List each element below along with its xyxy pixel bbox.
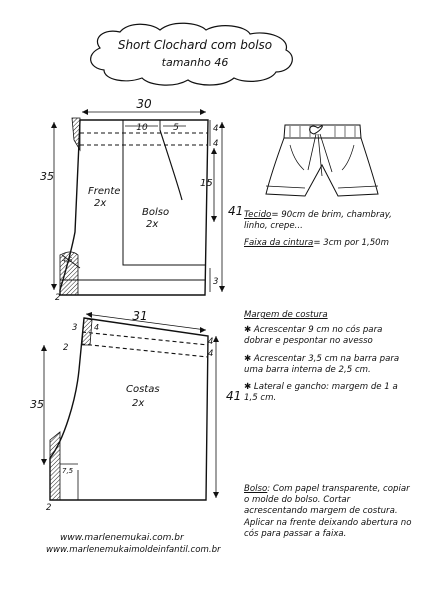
pocket-label: Bolso [142, 207, 170, 218]
front-qty: 2x [94, 198, 107, 209]
waist-label: Faixa da cintura [244, 238, 314, 249]
back-rise-3: 3 [72, 323, 78, 333]
front-band-b: 4 [213, 139, 219, 149]
fabric-notes [244, 210, 416, 256]
pocket-note-label: Bolso [244, 484, 268, 494]
fabric-text: = 90cm de brim, chambray, linho, crepe... [244, 210, 392, 232]
pocket-note-text: : Com papel transparente, copiar o molde do bolso. Cortar acrescentando margem de costura. Aplicar na frente deixando abertura no cós para passar a faixa. [244, 484, 412, 539]
back-waist-hatch [82, 318, 92, 345]
title-cloud [91, 23, 293, 85]
front-crotch-ext: 4,5 [62, 256, 73, 264]
pocket-notes [244, 484, 412, 546]
back-qty: 2x [132, 398, 145, 409]
title-line1: Short Clochard com bolso [117, 38, 273, 52]
back-rise-4: 4 [94, 323, 100, 332]
front-width-dim: 30 [136, 97, 152, 111]
fabric-label: Tecido [244, 210, 272, 220]
back-labels [30, 309, 241, 513]
back-outline [50, 318, 208, 500]
front-band-a: 4 [213, 124, 219, 134]
footer-site-2: www.marlenemukaimoldeinfantil.com.br [46, 545, 221, 555]
front-outline [60, 120, 208, 295]
back-band-a: 4 [208, 337, 214, 347]
title-line2: tamanho 46 [161, 56, 229, 69]
seam-note-2: ✱ Acrescentar 3,5 cm na barra para uma barra interna de 2,5 cm. [244, 353, 400, 375]
pocket-width-dim: 10 [136, 123, 148, 133]
back-left-small: 2 [63, 343, 69, 353]
seam-note-1: ✱ Acrescentar 9 cm no cós para dobrar e pespontar no avesso [244, 325, 383, 347]
front-label: Frente [88, 186, 121, 197]
back-crotch-hatch [50, 432, 60, 500]
front-crotch-small: 2 [55, 293, 61, 303]
front-hem-dim: 3 [213, 277, 219, 287]
footer-site-1: www.marlenemukai.com.br [60, 533, 184, 543]
front-right-dim: 41 [228, 204, 244, 218]
back-width-dim: 31 [132, 309, 148, 323]
shorts-illustration [266, 125, 378, 196]
back-band-b: 4 [208, 349, 214, 359]
pocket-depth-dim: 15 [200, 178, 213, 189]
seam-notes [244, 310, 412, 410]
front-pattern-piece [51, 109, 225, 295]
back-crotch-small: 2 [46, 503, 52, 513]
front-waist-hatch [72, 118, 80, 150]
seam-note-3: ✱ Lateral e gancho: margem de 1 a 1,5 cm. [244, 382, 398, 404]
front-side-dim: 35 [40, 170, 54, 183]
back-crotch-ext: 7,5 [62, 467, 74, 475]
pocket-slant [160, 130, 182, 200]
back-right-dim: 41 [226, 389, 242, 403]
waist-text: = 3cm por 1,50m [313, 238, 390, 249]
back-label: Costas [126, 384, 160, 395]
seam-label: Margem de costura [244, 310, 328, 320]
pocket-notch-dim: 5 [173, 123, 179, 133]
pocket-qty: 2x [146, 219, 159, 230]
back-side-dim: 35 [30, 398, 44, 411]
